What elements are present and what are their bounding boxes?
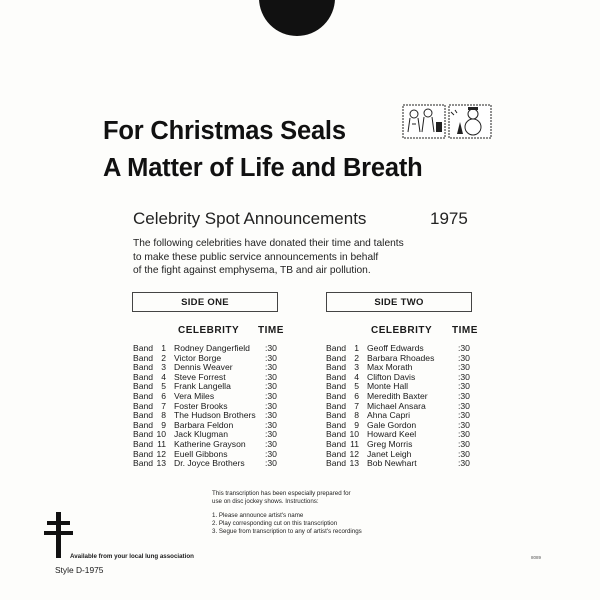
subtitle: Celebrity Spot Announcements: [133, 209, 367, 228]
celebrity-name: Foster Brooks: [174, 400, 228, 411]
band-number: 12: [349, 448, 359, 459]
band-number: 1: [161, 343, 166, 353]
spot-time: :30: [265, 352, 277, 363]
band-label: Band: [326, 458, 347, 469]
band-label: Band: [133, 371, 154, 382]
band-label: Band: [326, 381, 347, 392]
title-line-2: A Matter of Life and Breath: [103, 154, 423, 182]
band-label: Band: [326, 371, 347, 382]
celebrity-name: Michael Ansara: [367, 400, 426, 411]
band-number: 1: [354, 343, 359, 353]
band-number: 7: [161, 400, 166, 411]
celebrity-name: Vera Miles: [174, 390, 215, 401]
band-label: Band: [326, 400, 347, 411]
spot-time: :30: [458, 390, 470, 401]
celebrity-name: Rodney Dangerfield: [174, 343, 250, 353]
celebrity-name: The Hudson Brothers: [174, 410, 256, 421]
transcription-note: [212, 490, 351, 506]
celebrity-name: Janet Leigh: [367, 448, 412, 459]
celebrity-name: Bob Newhart: [367, 458, 417, 469]
spot-time: :30: [458, 371, 470, 382]
band-label: Band: [133, 362, 154, 373]
celebrity-name: Frank Langella: [174, 381, 231, 392]
celebrity-name: Max Morath: [367, 362, 413, 373]
band-number: 4: [161, 371, 166, 382]
band-label: Band: [133, 400, 154, 411]
band-label: Band: [326, 429, 347, 440]
celebrity-name: Geoff Edwards: [367, 343, 424, 353]
band-number: 3: [354, 362, 359, 373]
intro-line: of the fight against emphysema, TB and air pollution.: [133, 265, 371, 276]
record-center-hole: [259, 0, 335, 36]
band-label: Band: [133, 343, 154, 353]
celebrity-name: Dennis Weaver: [174, 362, 233, 373]
band-label: Band: [326, 410, 347, 421]
side-one-celebrity-header: CELEBRITY: [178, 325, 240, 336]
band-number: 6: [354, 390, 359, 401]
band-number: 8: [354, 410, 359, 421]
spot-time: :30: [458, 448, 470, 459]
band-label: Band: [326, 448, 347, 459]
spot-time: :30: [265, 400, 277, 411]
celebrity-name: Dr. Joyce Brothers: [174, 458, 245, 469]
spot-time: :30: [265, 429, 277, 440]
band-number: 9: [354, 419, 359, 430]
side-one-band-row: [133, 459, 283, 469]
side-one-box: SIDE ONE: [132, 292, 278, 312]
side-two-table: [326, 344, 476, 469]
band-number: 11: [350, 438, 359, 449]
band-label: Band: [326, 362, 347, 373]
celebrity-name: Ahna Capri: [367, 410, 410, 421]
side-two-box: SIDE TWO: [326, 292, 472, 312]
celebrity-name: Katherine Grayson: [174, 438, 246, 449]
side-two-celebrity-header: CELEBRITY: [371, 325, 433, 336]
band-label: Band: [133, 419, 154, 430]
band-label: Band: [133, 410, 154, 421]
celebrity-name: Barbara Feldon: [174, 419, 234, 430]
side-two-time-header: TIME: [452, 325, 478, 336]
band-number: 5: [354, 381, 359, 392]
intro-paragraph: [133, 237, 433, 278]
band-label: Band: [133, 438, 154, 449]
band-label: Band: [326, 390, 347, 401]
spot-time: :30: [458, 419, 470, 430]
celebrity-name: Steve Forrest: [174, 371, 226, 382]
note-line: This transcription has been especially prepared for: [212, 490, 351, 497]
spot-time: :30: [458, 410, 470, 421]
band-label: Band: [133, 352, 154, 363]
celebrity-name: Clifton Davis: [367, 371, 416, 382]
band-label: Band: [133, 381, 154, 392]
spot-time: :30: [458, 381, 470, 392]
celebrity-name: Jack Klugman: [174, 429, 228, 440]
spot-time: :30: [458, 438, 470, 449]
band-number: 10: [349, 429, 359, 440]
spot-time: :30: [265, 362, 277, 373]
band-label: Band: [133, 390, 154, 401]
intro-line: to make these public service announcements in behalf: [133, 251, 379, 263]
band-label: Band: [133, 429, 154, 440]
year: 1975: [430, 209, 468, 228]
celebrity-name: Gale Gordon: [367, 419, 417, 430]
band-label: Band: [326, 438, 347, 449]
christmas-seal-stamps-icon: [402, 104, 492, 140]
spot-time: :30: [265, 381, 277, 392]
spot-time: :30: [458, 429, 470, 440]
band-label: Band: [133, 458, 154, 469]
note-line: use on disc jockey shows. Instructions:: [212, 498, 319, 505]
availability-note: Available from your local lung association: [70, 553, 194, 560]
spot-time: :30: [458, 458, 470, 469]
spot-time: :30: [458, 343, 470, 353]
band-label: Band: [326, 343, 347, 353]
spot-time: :30: [458, 400, 470, 411]
spot-time: :30: [265, 438, 277, 449]
spot-time: :30: [265, 343, 277, 353]
band-number: 7: [354, 400, 359, 411]
spot-time: :30: [265, 371, 277, 382]
instruction-item: 2. Play corresponding cut on this transcription: [212, 520, 338, 527]
spot-time: :30: [265, 458, 277, 469]
spot-time: :30: [458, 362, 470, 373]
celebrity-name: Monte Hall: [367, 381, 409, 392]
celebrity-name: Howard Keel: [367, 429, 417, 440]
spot-time: :30: [458, 352, 470, 363]
band-number: 6: [161, 390, 166, 401]
band-number: 8: [161, 410, 166, 421]
celebrity-name: Victor Borge: [174, 352, 222, 363]
side-one-time-header: TIME: [258, 325, 284, 336]
band-number: 13: [156, 458, 166, 469]
celebrity-name: Barbara Rhoades: [367, 352, 435, 363]
band-number: 5: [161, 381, 166, 392]
band-number: 2: [354, 352, 359, 363]
band-number: 4: [354, 371, 359, 382]
intro-line: The following celebrities have donated their time and talents: [133, 238, 404, 249]
band-number: 11: [157, 438, 166, 449]
instructions-list: [212, 512, 362, 536]
band-label: Band: [326, 419, 347, 430]
band-number: 13: [349, 458, 359, 469]
spot-time: :30: [265, 448, 277, 459]
spot-time: :30: [265, 419, 277, 430]
side-one-table: [133, 344, 283, 469]
band-number: 9: [161, 419, 166, 430]
celebrity-name: Meredith Baxter: [367, 390, 428, 401]
spot-time: :30: [265, 390, 277, 401]
band-label: Band: [326, 352, 347, 363]
instruction-item: 3. Segue from transcription to any of artist's recordings: [212, 528, 362, 535]
band-number: 3: [161, 362, 166, 373]
band-number: 2: [161, 352, 166, 363]
band-number: 10: [156, 429, 166, 440]
catalog-code: 8089: [531, 555, 542, 560]
instruction-item: 1. Please announce artist's name: [212, 512, 304, 519]
band-number: 12: [156, 448, 166, 459]
title-line-1: For Christmas Seals: [103, 117, 346, 145]
style-number: Style D-1975: [55, 565, 104, 575]
celebrity-name: Greg Morris: [367, 438, 413, 449]
spot-time: :30: [265, 410, 277, 421]
side-two-band-row: [326, 459, 476, 469]
celebrity-name: Euell Gibbons: [174, 448, 228, 459]
band-label: Band: [133, 448, 154, 459]
